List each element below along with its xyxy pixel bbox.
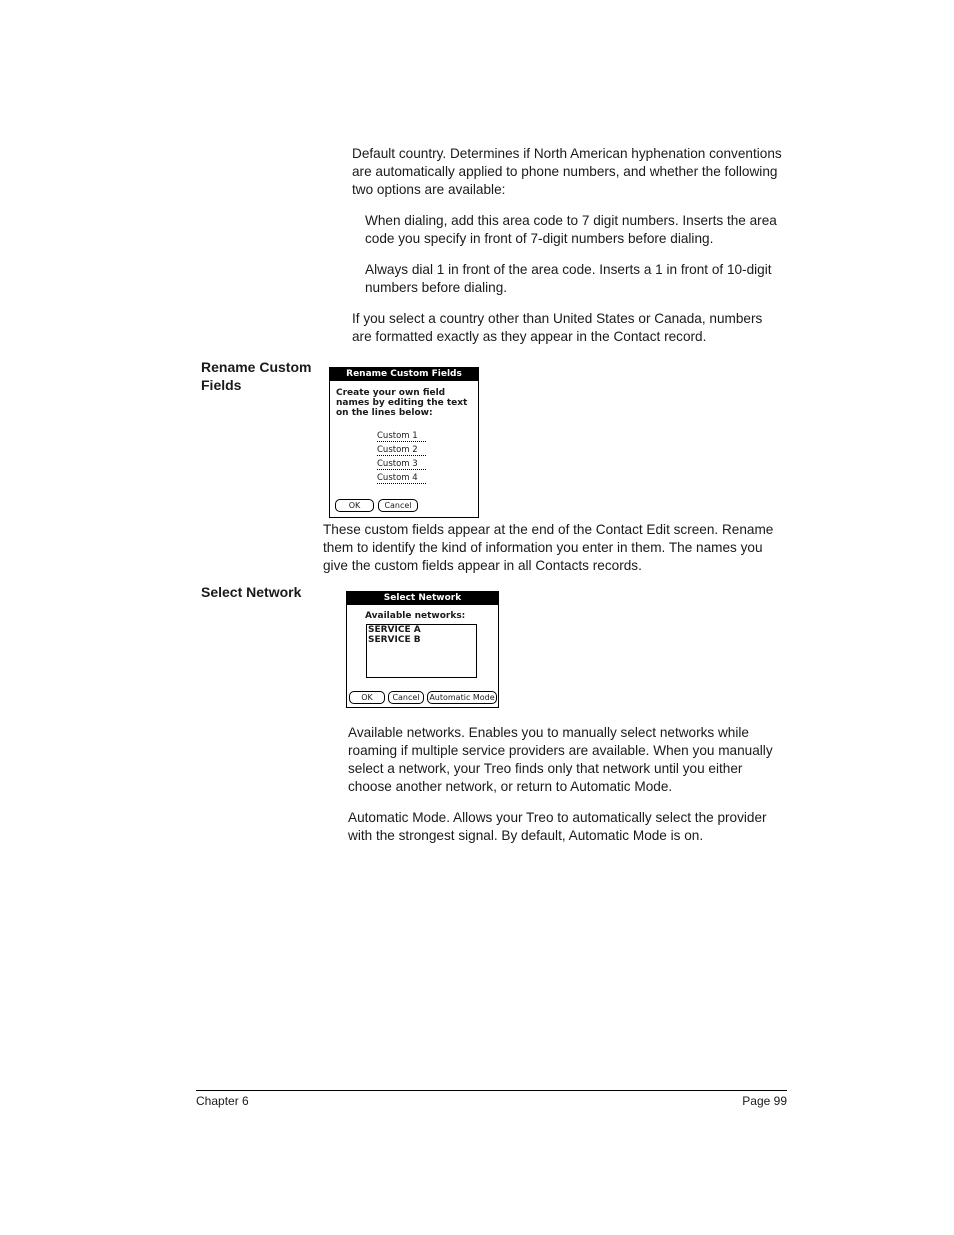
custom-field-3[interactable]: Custom 3 [377,459,426,470]
ok-button[interactable]: OK [349,691,385,704]
dialog-title: Rename Custom Fields [330,368,478,381]
dialog-instructions: Create your own field names by editing the text on the lines below: [336,388,468,418]
other-country-paragraph: If you select a country other than United States or Canada, numbers are formatted exactly as they appear in the Contact record. [352,311,763,344]
select-network-dialog [346,591,499,708]
available-networks-label: Available networks: [365,611,466,621]
custom-field-2[interactable]: Custom 2 [377,445,426,456]
cancel-button[interactable]: Cancel [388,691,424,704]
select-network-heading: Select Network [201,584,302,600]
footer-rule [196,1090,787,1091]
custom-field-1[interactable]: Custom 1 [377,431,426,442]
custom-field-4[interactable]: Custom 4 [377,473,426,484]
automatic-mode-button[interactable]: Automatic Mode [427,691,497,704]
rename-custom-fields-heading: Rename Custom Fields [201,359,312,393]
network-listbox[interactable] [366,624,477,678]
ok-button[interactable]: OK [335,499,374,512]
rename-custom-fields-dialog [329,367,479,518]
footer-page-number: Page 99 [742,1094,787,1108]
always-dial-option-paragraph: Always dial 1 in front of the area code. Inserts a 1 in front of 10-digit numbers before dialing. [365,262,772,295]
custom-fields-description: These custom fields appear at the end of the Contact Edit screen. Rename them to identify the kind of information you enter in them. The names you give the custom fields appear in all Contacts records. [323,522,774,573]
area-code-option-paragraph: When dialing, add this area code to 7 digit numbers. Inserts the area code you specify in front of 7-digit numbers before dialing. [365,213,777,246]
network-option-service-a[interactable]: SERVICE A [368,625,421,635]
default-country-paragraph: Default country. Determines if North American hyphenation conventions are automatically applied to phone numbers, and whether the following two options are available: [352,146,782,197]
available-networks-paragraph: Available networks. Enables you to manually select networks while roaming if multiple service providers are available. When you manually select a network, your Treo finds only that network until you either choose another network, or return to Automatic Mode. [348,725,773,794]
automatic-mode-paragraph: Automatic Mode. Allows your Treo to automatically select the provider with the strongest signal. By default, Automatic Mode is on. [348,810,767,843]
footer-chapter: Chapter 6 [196,1094,249,1108]
dialog-title: Select Network [347,592,498,605]
network-option-service-b[interactable]: SERVICE B [368,635,421,645]
cancel-button[interactable]: Cancel [378,499,418,512]
